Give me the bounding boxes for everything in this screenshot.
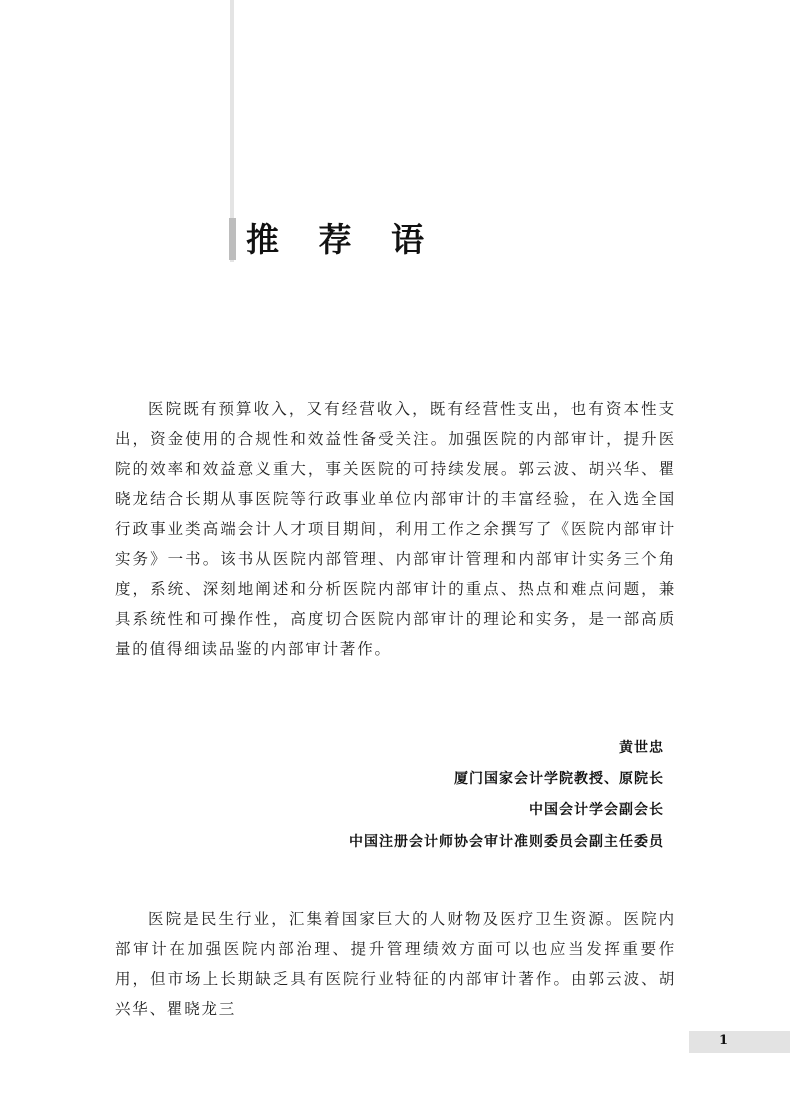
page-number: 1 (719, 1033, 729, 1048)
signature-title-1: 厦门国家会计学院教授、原院长 (454, 771, 664, 787)
page-number-box (689, 1031, 790, 1053)
signature-title-2: 中国会计学会副会长 (529, 802, 664, 818)
paragraph-1: 医院既有预算收入，又有经营收入，既有经营性支出，也有资本性支出，资金使用的合规性和效益性备受关注。加强医院的内部审计，提升医院的效率和效益意义重大，事关医院的可持续发展。郭云波、胡兴华、瞿晓龙结合长期从事医院等行政事业单位内部审计的丰富经验，在入选全国行政事业类高端会计人才项目期间，利用工作之余撰写了《医院内部审计实务》一书。该书从医院内部管理、内部审计管理和内部审计实务三个角度，系统、深刻地阐述和分析医院内部审计的重点、热点和难点问题，兼具系统性和可操作性，高度切合医院内部审计的理论和实务，是一部高质量的值得细读品鉴的内部审计著作。 (115, 400, 676, 658)
signature-title-3: 中国注册会计师协会审计准则委员会副主任委员 (349, 834, 664, 850)
heading-accent-bar (229, 218, 236, 260)
paragraph-2: 医院是民生行业，汇集着国家巨大的人财物及医疗卫生资源。医院内部审计在加强医院内部治理、提升管理绩效方面可以也应当发挥重要作用，但市场上长期缺乏具有医院行业特征的内部审计著作。由郭云波、胡兴华、瞿晓龙三 (115, 910, 676, 1018)
page-heading: 推 荐 语 (246, 220, 438, 259)
signature-name: 黄世忠 (619, 740, 664, 756)
